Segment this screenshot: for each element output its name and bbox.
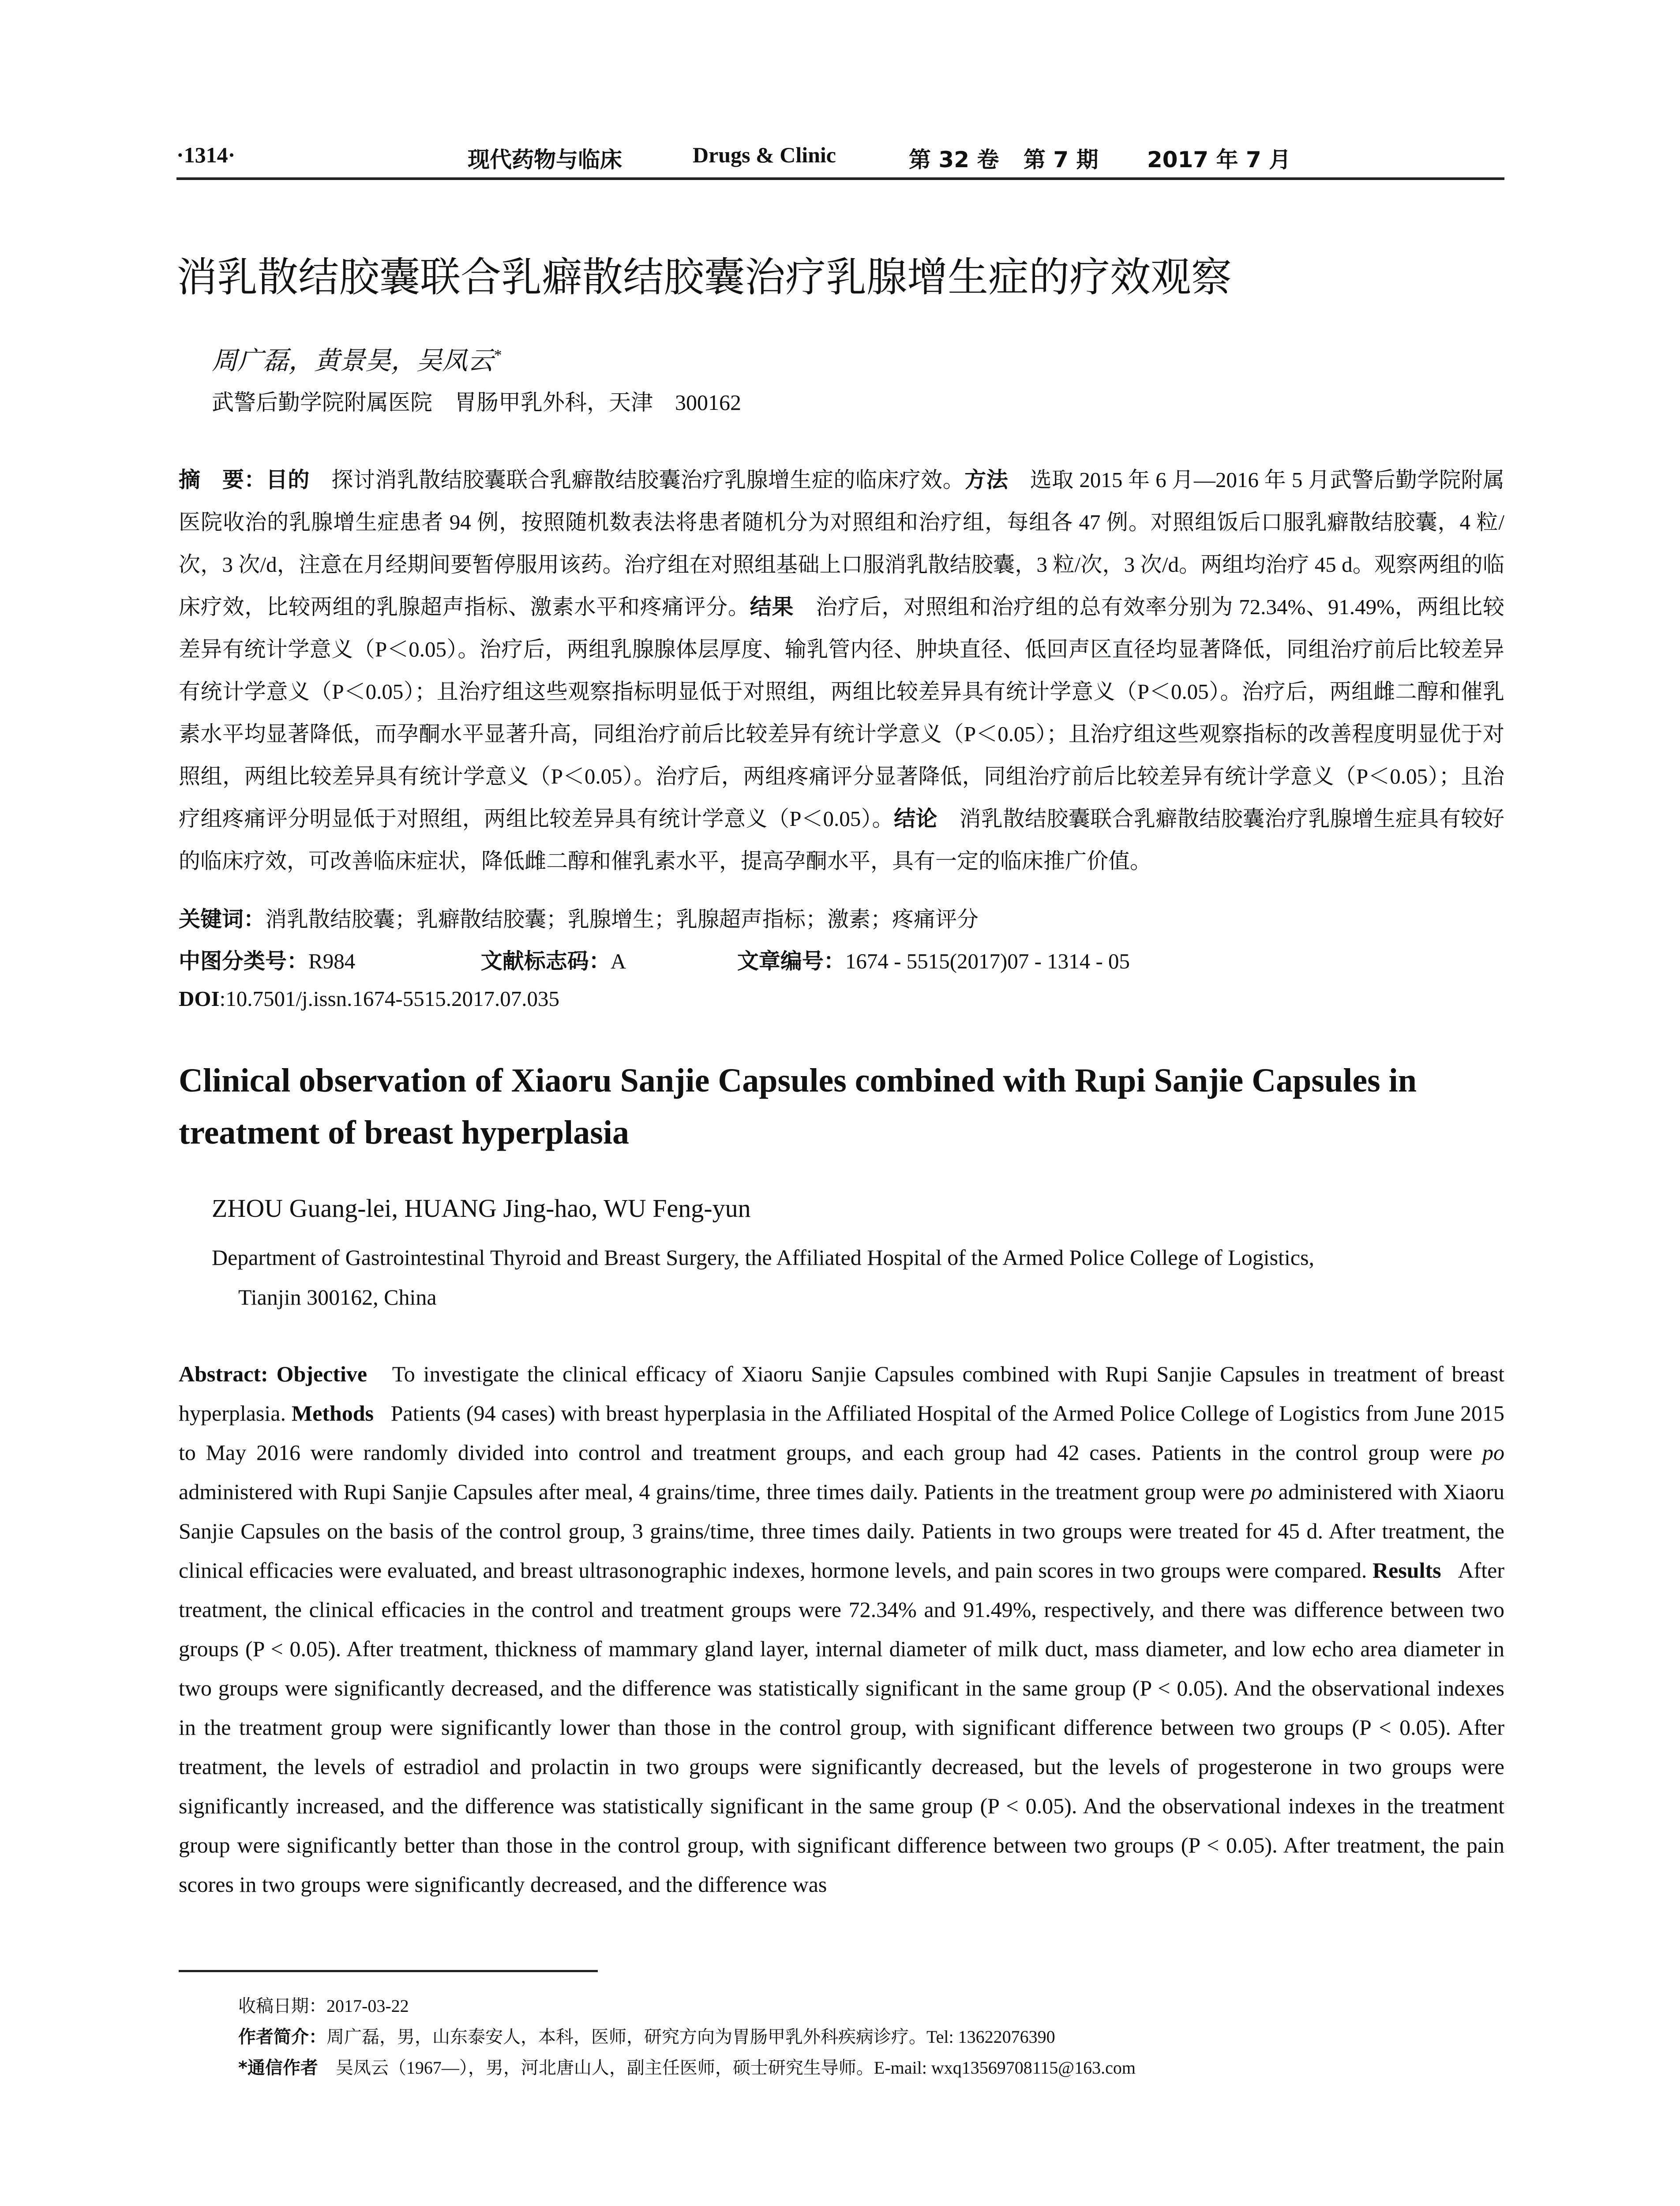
volume: 第 32 卷: [909, 147, 999, 173]
author-bio-label: 作者简介：: [238, 2027, 326, 2047]
article-no-value: 1674 - 5515(2017)07 - 1314 - 05: [845, 949, 1130, 973]
en-authors: ZHOU Guang-lei, HUANG Jing-hao, WU Feng-yun: [212, 1194, 751, 1223]
cn-objective: 探讨消乳散结胶囊联合乳癖散结胶囊治疗乳腺增生症的临床疗效。: [309, 468, 965, 492]
cn-methods-label: 方法: [964, 467, 1009, 492]
en-abstract: [179, 1354, 1504, 1904]
journal-name-en: Drugs & Clinic: [693, 143, 836, 167]
author-bio-text: 周广磊，男，山东泰安人，本科，医师，研究方向为胃肠甲乳外科疾病诊疗。Tel: 13622076390: [326, 2027, 1055, 2047]
cn-authors: [212, 340, 501, 377]
doi-value: :10.7501/j.issn.1674-5515.2017.07.035: [219, 987, 559, 1011]
en-title: Clinical observation of Xiaoru Sanjie Capsules combined with Rupi Sanjie Capsules in treatment of breast hyperplasia: [179, 1062, 1417, 1151]
corresponding-author: [238, 2054, 1136, 2079]
en-objective: To investigate the clinical efficacy of Xiaoru Sanjie Capsules combined with Rupi Sanjie Capsules in treatment of breast hyperplasia.: [179, 1362, 1505, 1426]
en-affiliation-line1: Department of Gastrointestinal Thyroid and Breast Surgery, the Affiliated Hospital of the Armed Police College of Logistics,: [212, 1245, 1315, 1270]
cn-abstract-label: 摘 要：: [179, 467, 266, 492]
corresponding-label: *通信作者: [238, 2058, 318, 2078]
issue-date: 2017 年 7 月: [1147, 147, 1291, 173]
cn-methods: 选取 2015 年 6 月—2016 年 5 月武警后勤学院附属医院收治的乳腺增生症患者 94 例，按照随机数表法将患者随机分为对照组和治疗组，每组各 47 例。对照组饭后口服乳癖散结胶囊，4 粒/次，3 次/d，注意在月经期间要暂停服用该药。治疗组在对照组基础上口服消乳散结胶囊，3 粒/次，3 次/d。两组均治疗 45 d。观察两组的临床疗效，比较两组的乳腺超声指标、激素水平和疼痛评分。: [179, 468, 1504, 619]
cn-keywords-text: 消乳散结胶囊；乳癖散结胶囊；乳腺增生；乳腺超声指标；激素；疼痛评分: [265, 907, 979, 931]
en-results: After treatment, the clinical efficacies in the control and treatment groups were 72.34% and 91.49%, respectively, and there was difference between two groups (P < 0.05). After treatment, thickness of mammary gland layer, internal diameter of milk duct, mass diameter, and low echo area diameter in two groups were significantly decreased, and the difference was statistically significant in the same group (P < 0.05). And the observational indexes in the treatment group were significantly lower than those in the control group, with significant difference between two groups (P < 0.05). After treatment, the levels of estradiol and prolactin in two groups were significantly decreased, but the levels of progesterone in two groups were significantly increased, and the difference was statistically significant in the same group (P < 0.05). And the observational indexes in the treatment group were significantly better than those in the control group, with significant difference between two groups (P < 0.05). After treatment, the pain scores in two groups were significantly decreased, and the difference was: [179, 1558, 1505, 1897]
cn-classification: [179, 944, 1130, 975]
cn-title: 消乳散结胶囊联合乳癖散结胶囊治疗乳腺增生症的疗效观察: [176, 254, 1232, 301]
clc-label: 中图分类号：: [179, 949, 309, 974]
article-no-label: 文章编号：: [737, 949, 845, 974]
en-results-label: Results: [1372, 1558, 1441, 1583]
clc-value: R984: [308, 949, 356, 973]
en-affiliation-line2: Tianjin 300162, China: [238, 1285, 437, 1309]
page-number: ·1314·: [176, 143, 236, 167]
cn-conclusion-label: 结论: [894, 806, 938, 831]
footnote-divider: [179, 1970, 598, 1972]
corresponding-mark: *: [493, 346, 502, 364]
cn-author-names: 周广磊，黄景昊，吴凤云: [212, 346, 494, 375]
cn-conclusion: 消乳散结胶囊联合乳癖散结胶囊治疗乳腺增生症具有较好的临床疗效，可改善临床症状，降低雌二醇和催乳素水平，提高孕酮水平，具有一定的临床推广价值。: [179, 807, 1504, 873]
doi-label: DOI: [179, 987, 220, 1011]
cn-results-label: 结果: [750, 594, 794, 619]
en-methods-label: Methods: [291, 1401, 374, 1426]
cn-keywords: [179, 902, 979, 933]
doi: [179, 986, 559, 1011]
en-methods-b: administered with Rupi Sanjie Capsules after meal, 4 grains/time, three times daily. Patients in the treatment group were: [179, 1479, 1245, 1504]
cn-objective-label: 目的: [266, 467, 310, 492]
running-head: [176, 142, 1504, 180]
journal-name-cn: 现代药物与临床: [468, 147, 622, 173]
en-affiliation: [212, 1238, 1504, 1317]
doc-code-value: A: [610, 949, 625, 973]
en-methods-c: administered with Xiaoru Sanjie Capsules on the basis of the control group, 3 grains/time, three times daily. Patients in two groups were treated for 45 d. After treatment, the clinical efficacies were evaluated, and breast ultrasonographic indexes, hormone levels, and pain scores in two groups were compared.: [179, 1479, 1505, 1583]
cn-keywords-label: 关键词：: [179, 907, 266, 932]
po-abbrev: po: [1482, 1440, 1504, 1465]
en-methods-a: Patients (94 cases) with breast hyperplasia in the Affiliated Hospital of the Armed Police College of Logistics from June 2015 to May 2016 were randomly divided into control and treatment groups, and each group had 42 cases. Patients in the control group were: [179, 1401, 1504, 1465]
received-date: 收稿日期：2017-03-22: [238, 1996, 409, 2016]
issue: 第 7 期: [1024, 147, 1099, 173]
corresponding-text: 吴凤云（1967—），男，河北唐山人，副主任医师，硕士研究生导师。E-mail: wxq13569708115@163.com: [318, 2058, 1136, 2078]
author-bio: [238, 2023, 1055, 2048]
doc-code-label: 文献标志码：: [480, 949, 611, 974]
po-abbrev: po: [1250, 1479, 1273, 1504]
en-abstract-label: Abstract: Objective: [179, 1362, 368, 1386]
cn-affiliation: 武警后勤学院附属医院 胃肠甲乳外科，天津 300162: [212, 390, 741, 415]
cn-results: 治疗后，对照组和治疗组的总有效率分别为 72.34%、91.49%，两组比较差异有统计学意义（P＜0.05）。治疗后，两组乳腺腺体层厚度、输乳管内径、肿块直径、低回声区直径均显著降低，同组治疗前后比较差异有统计学意义（P＜0.05）；且治疗组这些观察指标明显低于对照组，两组比较差异具有统计学意义（P＜0.05）。治疗后，两组雌二醇和催乳素水平均显著降低，而孕酮水平显著升高，同组治疗前后比较差异有统计学意义（P＜0.05）；且治疗组这些观察指标的改善程度明显优于对照组，两组比较差异具有统计学意义（P＜0.05）。治疗后，两组疼痛评分显著降低，同组治疗前后比较差异有统计学意义（P＜0.05）；且治疗组疼痛评分明显低于对照组，两组比较差异具有统计学意义（P＜0.05）。: [179, 595, 1504, 831]
cn-abstract: [179, 459, 1504, 882]
